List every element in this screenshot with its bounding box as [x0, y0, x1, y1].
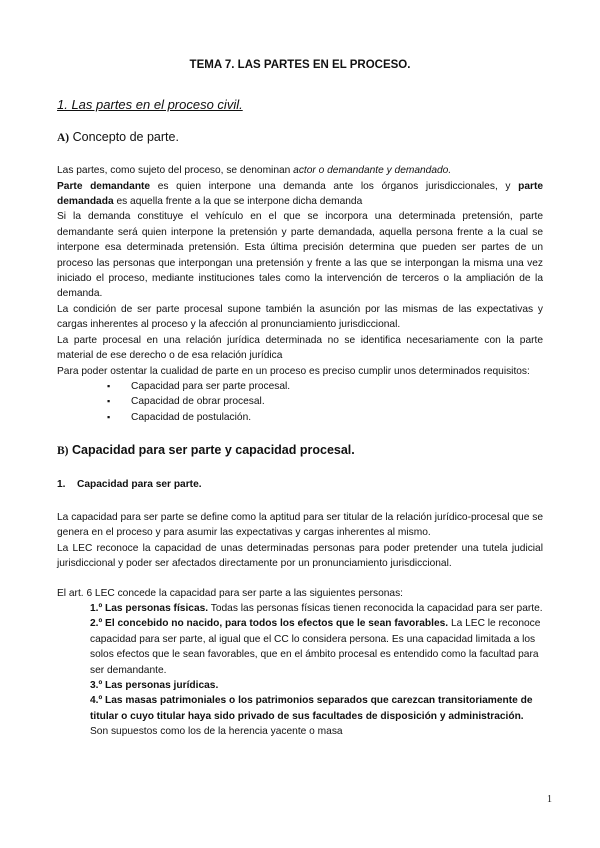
heading-text: Capacidad para ser parte. — [77, 478, 202, 490]
paragraph-parte-material: La parte procesal en una relación jurídica determinada no se identifica necesariamente con la parte material de ese derecho o de esa relación jurídica — [57, 334, 543, 362]
section-heading-1: 1. Las partes en el proceso civil. — [57, 97, 243, 113]
paragraph-partes: Las partes, como sujeto del proceso, se denominan actor o demandante y demandado. — [57, 165, 452, 177]
subsection-heading-a — [57, 130, 543, 146]
requisitos-list — [57, 379, 543, 425]
subsection-title: Concepto de parte. — [72, 129, 179, 144]
list-item: ▪ Capacidad de obrar procesal. — [107, 394, 543, 409]
paragraph-demandante: Parte demandante es quien interpone una demanda ante los órganos jurisdiccionales, y parte demandada es aquella frente a la que se interpone dicha demanda — [57, 180, 544, 208]
paragraph-lec: La LEC reconoce la capacidad de unas determinadas personas para poder pretender una tutela judicial jurisdiccional y poder ser afectados directamente por un pronunciamiento jurisdiccional. — [57, 542, 543, 570]
enumerated-item: 1.º Las personas físicas. Todas las personas físicas tienen reconocida la capacidad para ser parte. — [90, 602, 543, 614]
paragraph-definicion: La capacidad para ser parte se define como la aptitud para ser titular de la relación jurídico-procesal que se genera en el proceso y para asumir las expectativas y cargas inherentes al mismo. — [57, 511, 543, 539]
list-item: ▪ Capacidad para ser parte procesal. — [107, 379, 543, 394]
subsection-heading-b — [57, 443, 543, 459]
spacer — [57, 572, 543, 586]
list-item: ▪ Capacidad de postulación. — [107, 410, 543, 425]
subsection-letter: B) — [57, 445, 69, 458]
subsection-letter: A) — [57, 131, 70, 144]
numbered-heading — [57, 477, 543, 492]
paragraph-requisitos: Para poder ostentar la cualidad de parte en un proceso es preciso cumplir unos determinados requisitos: — [57, 365, 530, 377]
paragraph-condicion: La condición de ser parte procesal supone también la asunción por las mismas de las expectativas y cargas inherentes al proceso y la afección al pronunciamiento jurisdiccional. — [57, 303, 543, 331]
enumerated-item: 4.º Las masas patrimoniales o los patrimonios separados que carezcan transitoriamente de titular o cuyo titular haya sido privado de sus facultades de disposición y administración. Son supuestos como los de la herencia yacente o masa — [90, 695, 533, 738]
paragraph-pretension: Si la demanda constituye el vehículo en el que se incorpora una determinada pretensión, parte demandante será quien interpone la pretensión y parte demandada, aquella persona frente a la cual se interpone esa determinada pretensión. Esta última precisión determina que pueden ser partes de un proceso las personas que interpongan una pretensión y frente a las que se interpongan la misma una vez iniciado el proceso, mediante instituciones tales como la intervención de terceros o la ampliación de la demanda. — [57, 211, 543, 300]
enumerated-item: 3.º Las personas jurídicas. — [90, 680, 219, 691]
paragraph-art6: El art. 6 LEC concede la capacidad para ser parte a las siguientes personas: — [57, 587, 404, 599]
heading-number: 1. — [57, 478, 66, 490]
enumerated-item: 2.º El concebido no nacido, para todos los efectos que le sean favorables. La LEC le reconoce capacidad para ser parte, al igual que el CC lo considera persona. Es una capacidad limitada a los solos efectos que le sean favorables, que en el ámbito procesal es entendido como la facultad para ser demandante. — [90, 618, 541, 676]
subsection-title: Capacidad para ser parte y capacidad procesal. — [71, 443, 355, 458]
page-number: 1 — [547, 794, 552, 805]
page-title: TEMA 7. LAS PARTES EN EL PROCESO. — [189, 59, 411, 71]
